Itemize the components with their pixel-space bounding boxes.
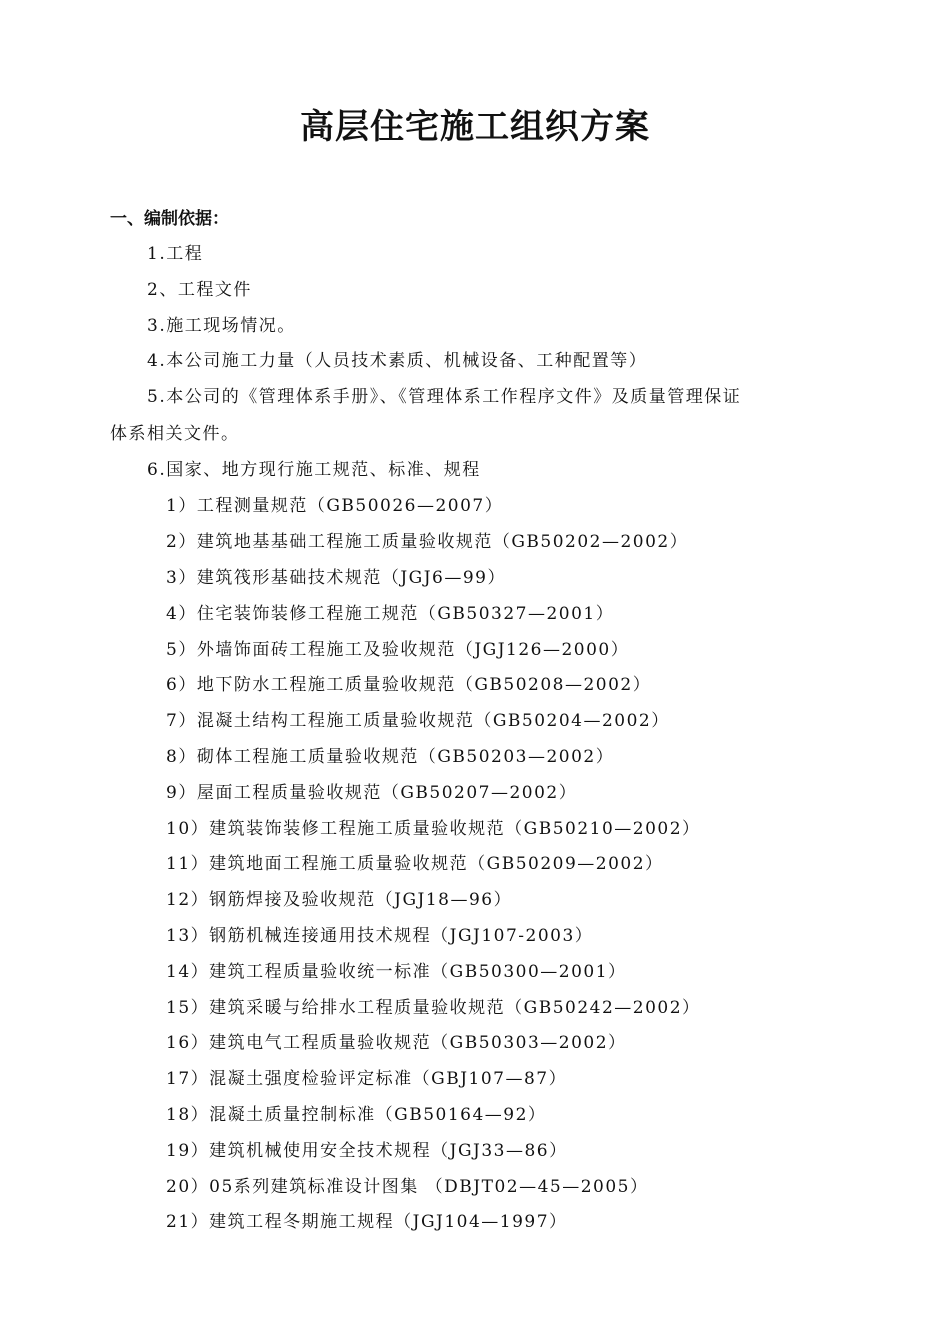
basis-item-6: 6.国家、地方现行施工规范、标准、规程: [147, 460, 481, 480]
standard-item-1: 1）工程测量规范（GB50026—2007）: [166, 496, 504, 516]
standard-item-21: 21）建筑工程冬期施工规程（JGJ104—1997）: [166, 1212, 568, 1232]
standard-item-4: 4）住宅装饰装修工程施工规范（GB50327—2001）: [166, 604, 615, 624]
basis-item-3: 3.施工现场情况。: [147, 316, 296, 336]
document-title: 高层住宅施工组织方案: [300, 107, 650, 147]
standard-item-16: 16）建筑电气工程质量验收规范（GB50303—2002）: [166, 1033, 627, 1053]
section-heading-basis: 一、编制依据：: [110, 209, 229, 229]
basis-item-4: 4.本公司施工力量（人员技术素质、机械设备、工种配置等）: [147, 351, 648, 371]
standard-item-15: 15）建筑采暖与给排水工程质量验收规范（GB50242—2002）: [166, 998, 701, 1018]
basis-item-5: 5.本公司的《管理体系手册》、《管理体系工作程序文件》及质量管理保证: [147, 387, 742, 407]
standard-item-6: 6）地下防水工程施工质量验收规范（GB50208—2002）: [166, 675, 652, 695]
standard-item-7: 7）混凝土结构工程施工质量验收规范（GB50204—2002）: [166, 711, 670, 731]
standard-item-3: 3）建筑筏形基础技术规范（JGJ6—99）: [166, 568, 506, 588]
standard-item-9: 9）屋面工程质量验收规范（GB50207—2002）: [166, 783, 578, 803]
standard-item-19: 19）建筑机械使用安全技术规程（JGJ33—86）: [166, 1141, 568, 1161]
standard-item-17: 17）混凝土强度检验评定标准（GBJ107—87）: [166, 1069, 568, 1089]
standard-item-18: 18）混凝土质量控制标准（GB50164—92）: [166, 1105, 547, 1125]
standard-item-14: 14）建筑工程质量验收统一标准（GB50300—2001）: [166, 962, 627, 982]
basis-item-2: 2、工程文件: [147, 280, 252, 300]
basis-item-5-continuation: 体系相关文件。: [110, 424, 240, 444]
standard-item-20: 20）05系列建筑标准设计图集 （DBJT02—45—2005）: [166, 1177, 649, 1197]
standard-item-12: 12）钢筋焊接及验收规范（JGJ18—96）: [166, 890, 513, 910]
standard-item-10: 10）建筑装饰装修工程施工质量验收规范（GB50210—2002）: [166, 819, 701, 839]
standard-item-11: 11）建筑地面工程施工质量验收规范（GB50209—2002）: [166, 854, 664, 874]
standard-item-2: 2）建筑地基基础工程施工质量验收规范（GB50202—2002）: [166, 532, 689, 552]
basis-item-1: 1.工程: [147, 244, 204, 264]
standard-item-5: 5）外墙饰面砖工程施工及验收规范（JGJ126—2000）: [166, 640, 630, 660]
standard-item-13: 13）钢筋机械连接通用技术规程（JGJ107-2003）: [166, 926, 594, 946]
standard-item-8: 8）砌体工程施工质量验收规范（GB50203—2002）: [166, 747, 615, 767]
